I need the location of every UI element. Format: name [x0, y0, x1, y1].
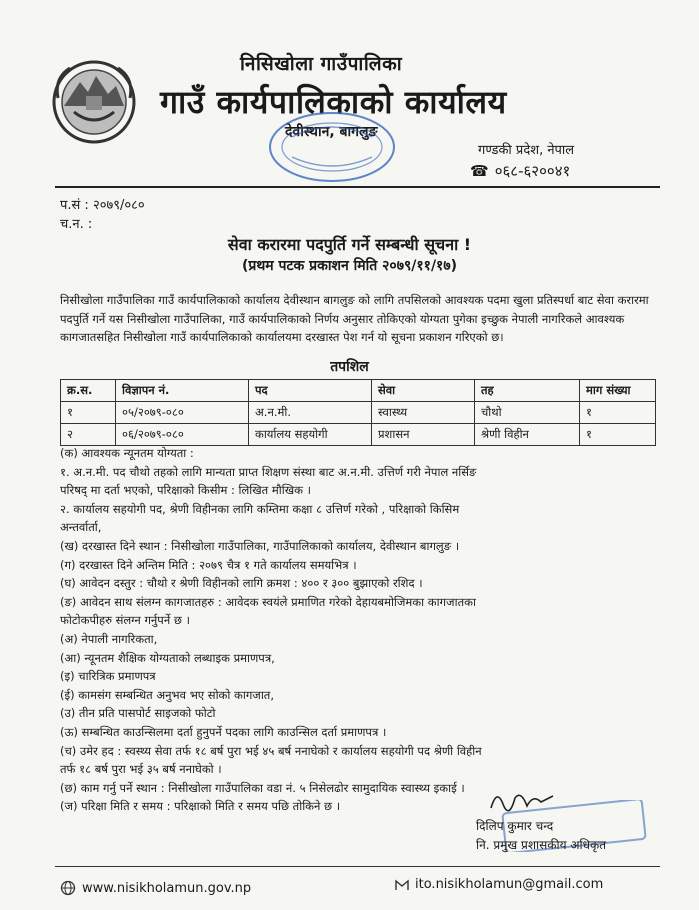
list-item: परिषद् मा दर्ता भएको, परिक्षाको किसीम : लिखित मौखिक ।: [60, 483, 311, 498]
province-label: गण्डकी प्रदेश, नेपाल: [478, 143, 575, 158]
office-location: देवीस्थान, बागलुङ: [285, 124, 378, 140]
cell-ad-no: ०६/२०७९-०८०: [116, 424, 249, 446]
table-caption: तपशिल: [330, 359, 369, 375]
header-divider: [55, 186, 660, 188]
mail-icon: [395, 879, 409, 891]
list-item: २. कार्यालय सहयोगी पद, श्रेणी विहीनका लागि कम्तिमा कक्षा ८ उत्तिर्ण गरेको , परिक्षाको किसिम: [60, 501, 460, 516]
footer-divider: [55, 866, 660, 867]
cell-level: श्रेणी विहीन: [475, 424, 580, 446]
signatory-title: नि. प्रमुख प्रशासकीय अधिकृत: [476, 838, 607, 852]
dispatch-number: च.न. :: [60, 217, 93, 232]
globe-icon: [60, 880, 76, 896]
org-name: निसिखोला गाउँपालिका: [240, 53, 403, 75]
cell-post: कार्यालय सहयोगी: [249, 424, 372, 446]
office-name: गाउँ कार्यपालिकाको कार्यालय: [160, 83, 507, 121]
notice-subtitle: (प्रथम पटक प्रकाशन मिति २०७९/११/१७): [241, 258, 458, 274]
requirements-list: [60, 444, 660, 816]
office-stamp-icon: [262, 107, 402, 187]
table-row: [61, 424, 656, 446]
table-header-row: [61, 380, 656, 402]
vacancy-table: [60, 379, 656, 446]
list-item: (ऊ) सम्बन्धित काउन्सिलमा दर्ता हुनुपर्ने पदका लागि काउन्सिल दर्ता प्रमाणपत्र ।: [60, 724, 387, 739]
footer-email: [395, 877, 603, 892]
footer-website: [60, 880, 251, 896]
website-link[interactable]: www.nisikholamun.gov.np: [82, 880, 252, 896]
cell-demand: १: [580, 424, 656, 446]
list-item: १. अ.न.मी. पद चौथो तहको लागि मान्यता प्राप्त शिक्षण संस्था बाट अ.न.मी. उत्तिर्ण गरी नेपाल नर्सिङ: [60, 464, 477, 479]
col-header-post: पद: [249, 380, 372, 402]
reference-number: प.सं : २०७९/०८०: [60, 198, 145, 213]
col-header-ad-no: विज्ञापन नं.: [116, 380, 249, 402]
phone-line: [470, 161, 570, 181]
list-item: (ङ) आवेदन साथ संलग्न कागजातहरु : आवेदक स्वयंले प्रमाणित गरेको देहायबमोजिमका कागजातका: [60, 594, 476, 609]
signatory-name: दिलिप कुमार चन्द: [476, 819, 554, 833]
list-item: (क) आवश्यक न्यूनतम योग्यता :: [60, 446, 194, 460]
list-item: (ज) परिक्षा मिति र समय : परिक्षाको मिति र समय पछि तोकिने छ ।: [60, 799, 341, 814]
notice-intro: निसीखोला गाउँपालिका गाउँ कार्यपालिकाको कार्यालय देवीस्थान बागलुङ को लागि तपसिलको आवश्यक पदमा खुला प्रतिस्पर्धा बाट सेवा करारमा पदपुर्ति गर्ने यस निसीखोला गाउँपालिका, गाउँ कार्यपालिकाको निर्णय अनुसार तोकिएको योग्यता पुगेका इच्छुक नेपाली नागरिकले आवश्यक कागजातसहित निसीखोला गाउँ कार्यपालिकाको कार्यालयमा दरखास्त पेश गर्न यो सूचना प्रकाशन गरिएको छ।: [60, 293, 649, 344]
list-item: (घ) आवेदन दस्तुर : चौथो र श्रेणी विहीनको लागि क्रमश : ४०० र ३०० बुझाएको रशिद ।: [60, 576, 423, 591]
cell-ad-no: ०५/२०७९-०८०: [116, 402, 249, 424]
list-item: (उ) तीन प्रति पासपोर्ट साइजको फोटो: [60, 706, 216, 721]
list-item: (अ) नेपाली नागरिकता,: [60, 631, 158, 646]
cell-service: प्रशासन: [372, 424, 475, 446]
email-link[interactable]: ito.nisikholamun@gmail.com: [415, 877, 604, 892]
list-item: (ग) दरखास्त दिने अन्तिम मिति : २०७९ चैत्र १ गते कार्यालय समयभित्र ।: [60, 557, 357, 572]
phone-icon: ☎: [470, 162, 489, 180]
col-header-sn: क्र.स.: [61, 380, 116, 402]
notice-title: सेवा करारमा पदपुर्ति गर्ने सम्बन्धी सूचना !: [227, 235, 472, 254]
col-header-demand: माग संख्या: [580, 380, 656, 402]
cell-demand: १: [580, 402, 656, 424]
list-item: (छ) काम गर्नु पर्ने स्थान : निसीखोला गाउँपालिका वडा नं. ५ निसेलढोर सामुदायिक स्वास्थ्य इकाई ।: [60, 780, 465, 795]
nepal-emblem-icon: [50, 58, 138, 146]
list-item: (ई) कामसंग सम्बन्धित अनुभव भए सोको कागजात,: [60, 687, 275, 702]
list-item: (ख) दरखास्त दिने स्थान : निसीखोला गाउँपालिका, गाउँपालिकाको कार्यालय, देवीस्थान बागलुङ ।: [60, 538, 460, 553]
list-item: तर्फ १८ बर्ष पुरा भई ३५ बर्ष ननाघेको ।: [60, 762, 222, 777]
list-item: (आ) न्यूनतम शैक्षिक योग्यताको लब्धाइक प्रमाणपत्र,: [60, 650, 275, 665]
cell-service: स्वास्थ्य: [372, 402, 475, 424]
list-item: अन्तर्वार्ता,: [60, 520, 102, 535]
cell-post: अ.न.मी.: [249, 402, 372, 424]
col-header-level: तह: [475, 380, 580, 402]
list-item: (च) उमेर हद : स्वस्थ्य सेवा तर्फ १८ बर्ष पुरा भई ४५ बर्ष ननाघेको र कार्यालय सहयोगी पद श्रेणी विहीन: [60, 743, 482, 758]
list-item: (इ) चारित्रिक प्रमाणपत्र: [60, 669, 156, 684]
list-item: फोटोकपीहरु संलग्न गर्नुपर्ने छ ।: [60, 613, 190, 628]
table-row: [61, 402, 656, 424]
phone-number: ०६८-६२००४१: [494, 162, 571, 180]
col-header-service: सेवा: [372, 380, 475, 402]
cell-level: चौथो: [475, 402, 580, 424]
cell-sn: २: [61, 424, 116, 446]
cell-sn: १: [61, 402, 116, 424]
